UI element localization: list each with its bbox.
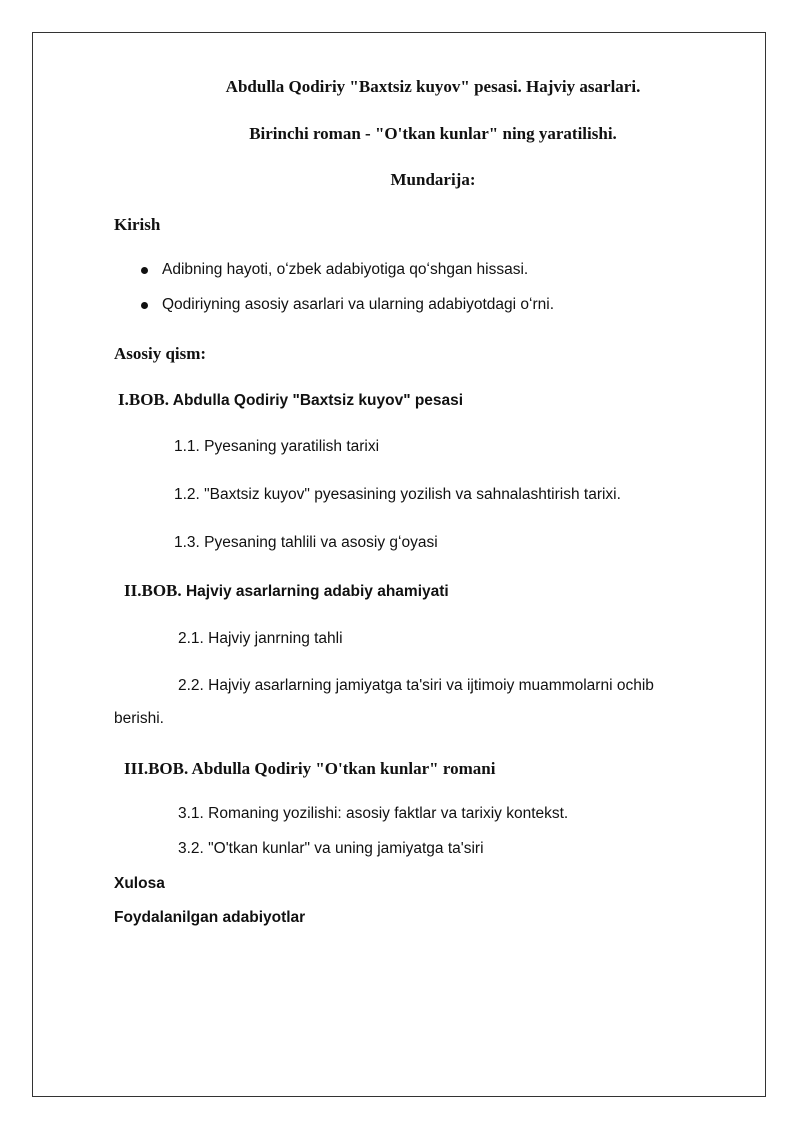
chapter-3-heading: [124, 759, 495, 779]
page-border: [32, 32, 766, 1097]
conclusion-heading: Xulosa: [114, 875, 165, 892]
bullet-icon: [141, 302, 148, 309]
chapter-1-roman: I.BOB.: [118, 390, 170, 409]
intro-heading: Kirish: [114, 215, 161, 234]
section-2-1: 2.1. Hajviy janrning tahli: [178, 630, 343, 647]
document-subtitle: Birinchi roman - "O'tkan kunlar" ning yaratilishi.: [249, 124, 617, 143]
chapter-3-roman: III.BOB.: [124, 759, 189, 778]
bullet-icon: [141, 267, 148, 274]
section-3-2: 3.2. "O'tkan kunlar" va uning jamiyatga ta'siri: [178, 840, 484, 857]
chapter-2-roman: II.BOB.: [124, 581, 182, 600]
section-3-1: 3.1. Romaning yozilishi: asosiy faktlar va tarixiy kontekst.: [178, 805, 569, 822]
references-heading: Foydalanilgan adabiyotlar: [114, 909, 306, 926]
section-1-3: 1.3. Pyesaning tahlili va asosiy gʻoyasi: [174, 534, 438, 551]
main-part-heading: Asosiy qism:: [114, 344, 207, 363]
section-1-1: 1.1. Pyesaning yaratilish tarixi: [174, 438, 380, 455]
chapter-3-title: Abdulla Qodiriy "O'tkan kunlar" romani: [188, 759, 496, 778]
document-title: Abdulla Qodiriy "Baxtsiz kuyov" pesasi. Hajviy asarlari.: [225, 77, 641, 96]
chapter-1-heading: [118, 390, 463, 410]
intro-bullet-2: Qodiriyning asosiy asarlari va ularning adabiyotdagi oʻrni.: [162, 296, 555, 313]
intro-bullet-1: Adibning hayoti, oʻzbek adabiyotiga qoʻshgan hissasi.: [162, 261, 529, 278]
chapter-1-title: Abdulla Qodiriy "Baxtsiz kuyov" pesasi: [169, 392, 464, 409]
section-2-2: 2.2. Hajviy asarlarning jamiyatga ta'siri va ijtimoiy muammolarni ochib: [178, 677, 654, 694]
chapter-2-heading: [124, 581, 449, 601]
contents-heading: Mundarija:: [390, 170, 476, 189]
section-1-2: 1.2. "Baxtsiz kuyov" pyesasining yozilish va sahnalashtirish tarixi.: [174, 486, 621, 503]
chapter-2-title: Hajviy asarlarning adabiy ahamiyati: [181, 583, 449, 600]
section-2-2-continued: berishi.: [114, 710, 164, 727]
